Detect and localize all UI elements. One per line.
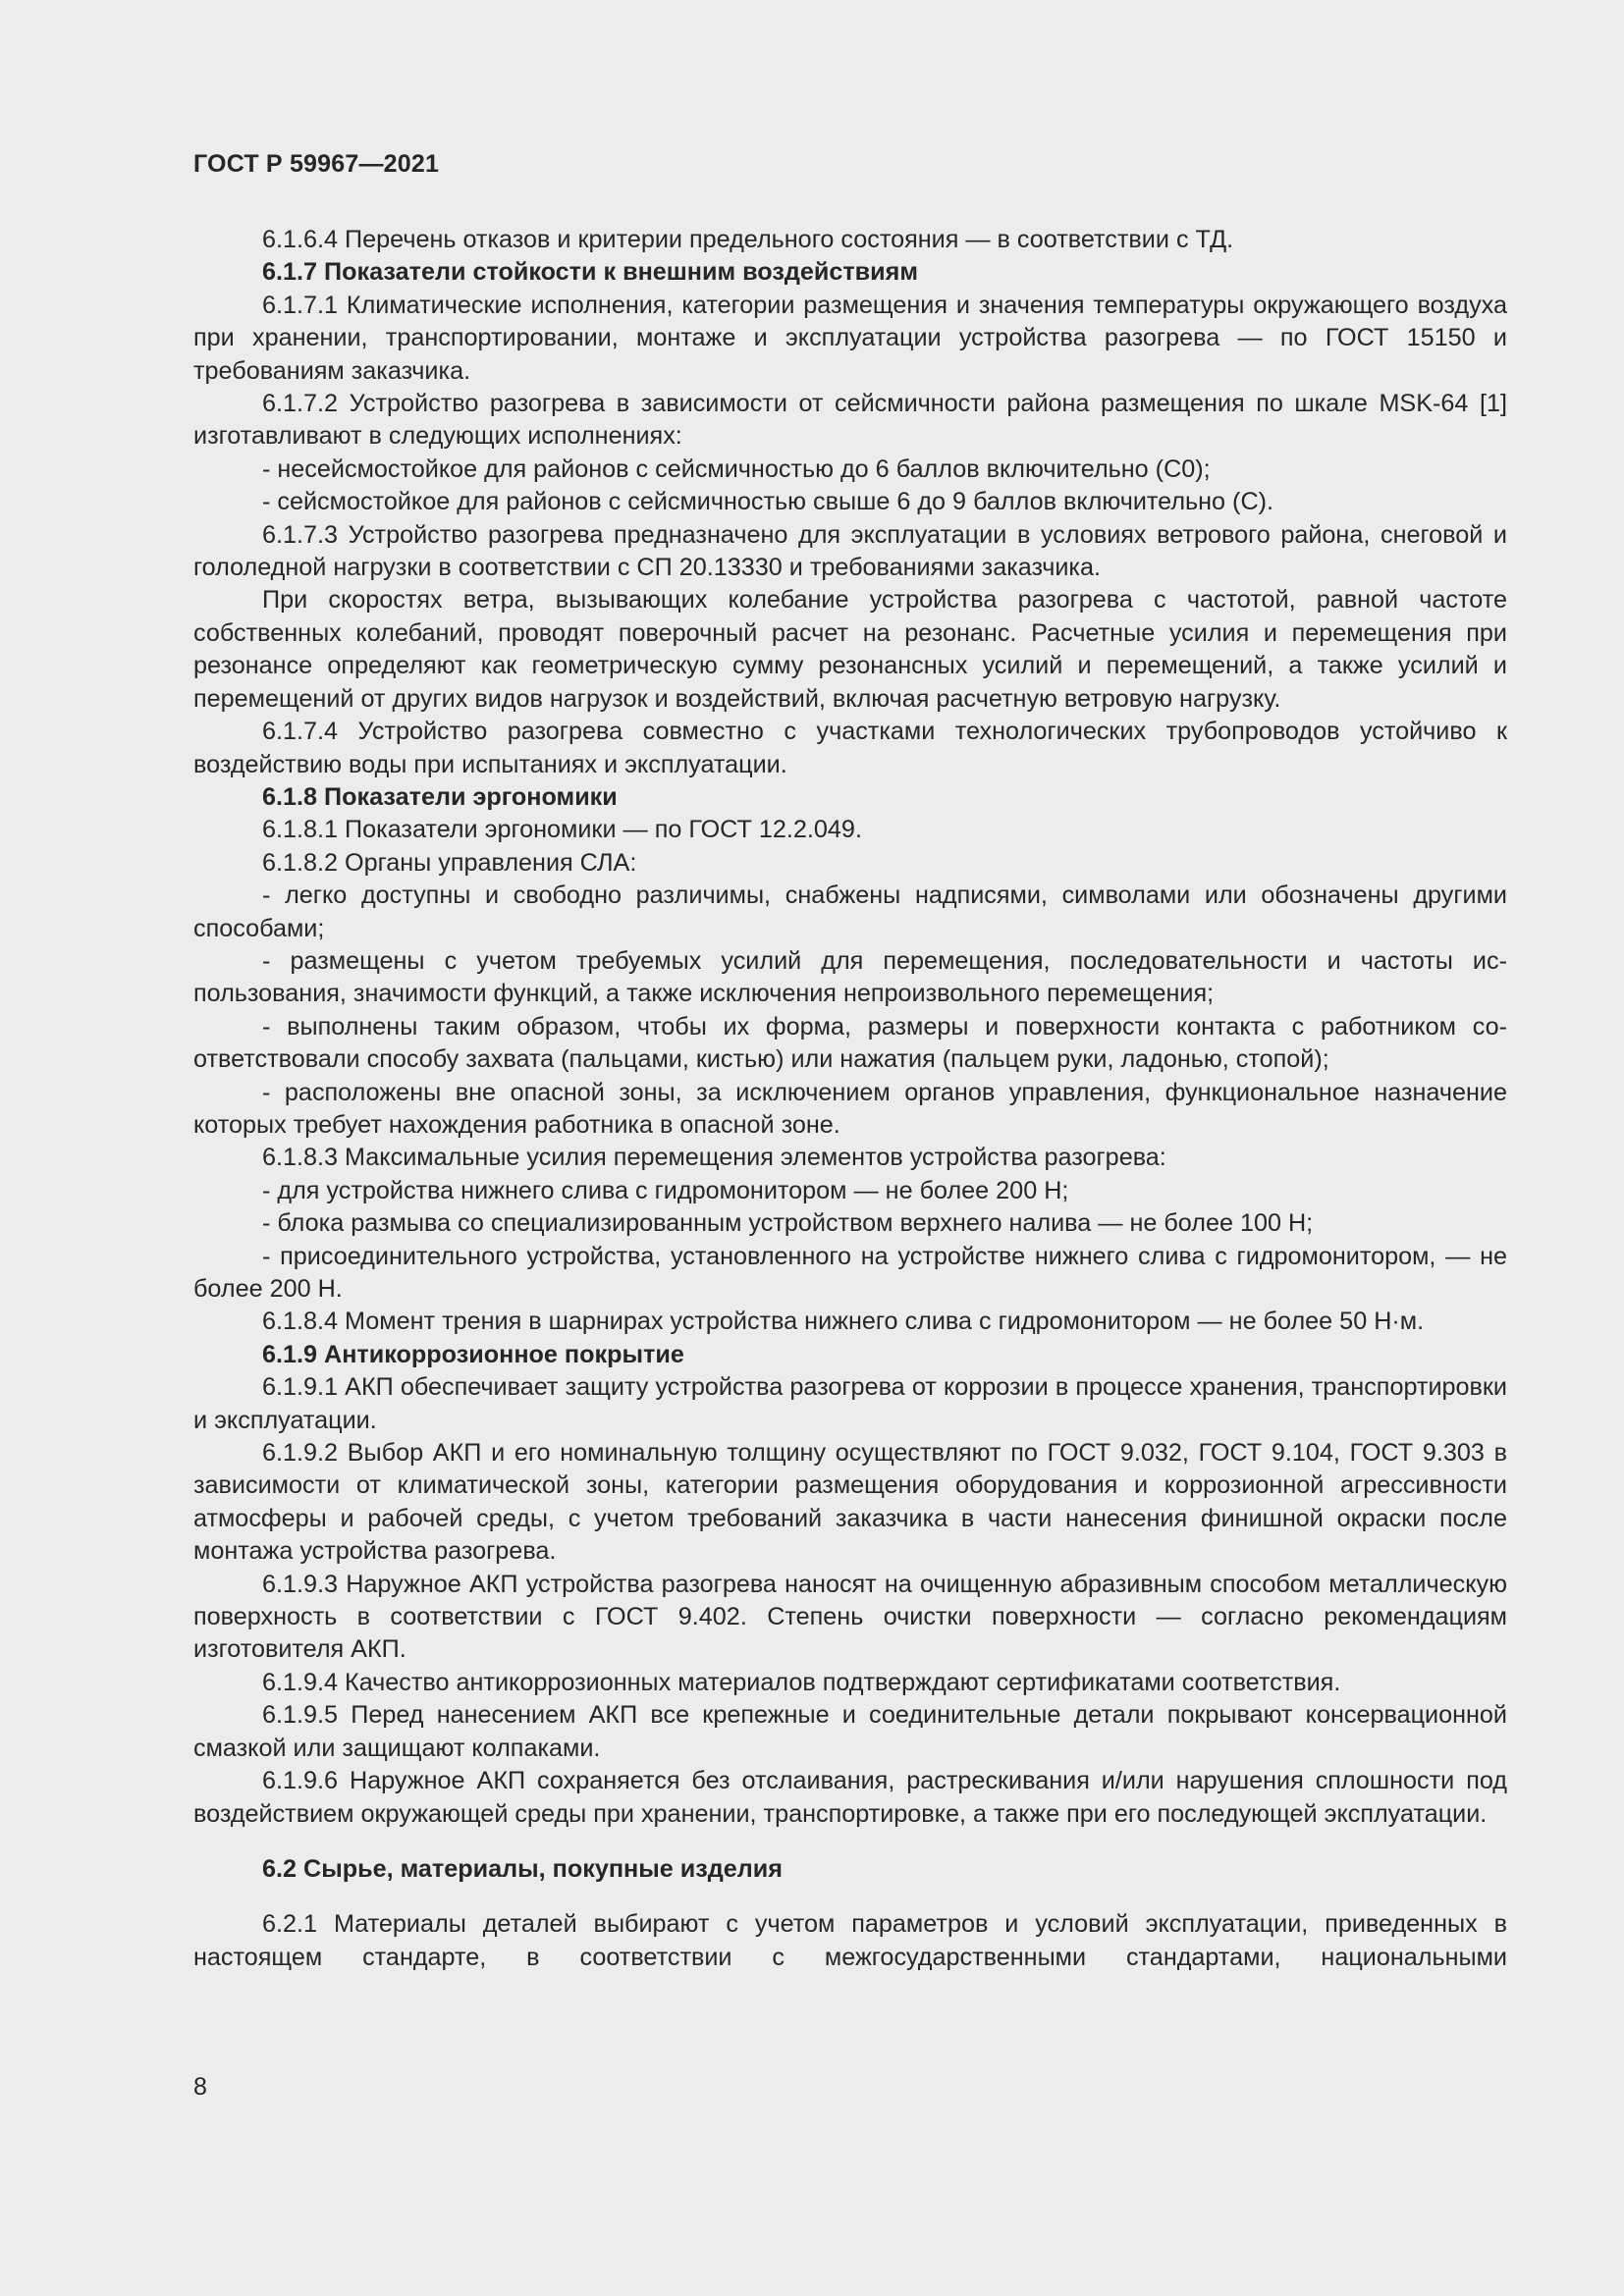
paragraph: 6.1.9.3 Наружное АКП устройства разогрева наносят на очищенную абразивным способом металлическую поверхность в соответствии с ГОСТ 9.402. Степень очистки поверхности — согласно рекомендациям изготовителя АКП.	[193, 1570, 1507, 1664]
paragraph: - блока размыва со специализированным устройством верхнего налива — не более 100 Н;	[262, 1209, 1314, 1238]
paragraph: 6.1.7.2 Устройство разогрева в зависимости от сейсмичности района размещения по шкале MSK-64 [1] изготавливают в следующих исполнениях:	[193, 390, 1507, 451]
subsection-heading: 6.1.7 Показатели стойкости к внешним воздействиям	[262, 258, 918, 287]
paragraph: 6.1.9.5 Перед нанесением АКП все крепежные и соединительные детали покрывают консервационной смазкой или защищают колпаками.	[193, 1701, 1507, 1762]
paragraph: 6.1.6.4 Перечень отказов и критерии предельного состояния — в соответствии с ТД.	[262, 226, 1234, 253]
subsection-heading: 6.1.8 Показатели эргономики	[262, 782, 618, 811]
paragraph: При скоростях ветра, вызывающих колебание устройства разогрева с частотой, равной частоте собственных колебаний, проводят поверочный расчет на резонанс. Расчетные усилия и перемещения при резонансе определяют как геометрическую сумму резонансных усилий и перемещений, а также усилий и перемещений от других видов нагрузок и воздействий, включая расчетную ветровую нагрузку.	[193, 586, 1507, 713]
paragraph: - присоединительного устройства, установленного на устройстве нижнего слива с гидромонитором, — не более 200 Н.	[193, 1242, 1507, 1303]
paragraph: - легко доступны и свободно различимы, снабжены надписями, символами или обозначены другими способами;	[193, 881, 1507, 942]
document-code-header: ГОСТ Р 59967—2021	[193, 150, 440, 178]
paragraph: 6.1.9.4 Качество антикоррозионных материалов подтверждают сертификатами соответствия.	[262, 1668, 1341, 1696]
subsection-heading: 6.1.9 Антикоррозионное покрытие	[262, 1340, 684, 1368]
paragraph: 6.1.8.3 Максимальные усилия перемещения элементов устройства разогрева:	[262, 1144, 1166, 1172]
paragraph: 6.1.9.1 АКП обеспечивает защиту устройства разогрева от коррозии в процессе хранения, транспортировки и эксплуатации.	[193, 1373, 1507, 1434]
paragraph: 6.1.7.3 Устройство разогрева предназначено для эксплуатации в условиях ветрового района, снеговой и гололедной нагрузки в соответствии с СП 20.13330 и требованиями заказчика.	[193, 520, 1507, 582]
paragraph: 6.1.8.1 Показатели эргономики — по ГОСТ 12.2.049.	[262, 816, 862, 844]
paragraph: - сейсмостойкое для районов с сейсмичностью свыше 6 до 9 баллов включительно (С).	[262, 488, 1274, 516]
section-heading: 6.2 Сырье, материалы, покупные изделия	[262, 1854, 783, 1883]
document-body	[193, 224, 1507, 1974]
paragraph: 6.1.7.4 Устройство разогрева совместно с участками технологических трубопроводов устойчиво к воздействию воды при испытаниях и эксплуатации.	[193, 718, 1507, 778]
paragraph-continued: 6.2.1 Материалы деталей выбирают с учетом параметров и условий эксплуатации, приведенных в настоящем стандарте, в соответствии с межгосударственными стандартами, национальными	[193, 1910, 1507, 1971]
paragraph: 6.1.9.6 Наружное АКП сохраняется без отслаивания, растрескивания и/или нарушения сплошности под воздействием окружающей среды при хранении, транспортировке, а также при его последующей эксплуатации.	[193, 1767, 1507, 1828]
paragraph: 6.1.9.2 Выбор АКП и его номинальную толщину осуществляют по ГОСТ 9.032, ГОСТ 9.104, ГОСТ 9.303 в зависимости от климатической зоны, категории размещения оборудования и коррозионной агрессивности атмосферы и рабочей среды, с учетом требований заказчика в части нанесения финишной окраски после монтажа устройства разогрева.	[193, 1439, 1507, 1566]
paragraph: - выполнены таким образом, чтобы их форма, размеры и поверхности контакта с работником соответствовали способу захвата (пальцами, кистью) или нажатия (пальцем руки, ладонью, стопой);	[193, 1012, 1507, 1074]
paragraph: 6.1.7.1 Климатические исполнения, категории размещения и значения температуры окружающего воздуха при хранении, транспортировании, монтаже и эксплуатации устройства разогрева — по ГОСТ 15150 и требованиям заказчика.	[193, 291, 1507, 385]
paragraph: - размещены с учетом требуемых усилий для перемещения, последовательности и частоты использования, значимости функций, а также исключения непроизвольного перемещения;	[193, 946, 1507, 1008]
paragraph: - несейсмостойкое для районов с сейсмичностью до 6 баллов включительно (С0);	[262, 454, 1211, 483]
paragraph: - расположены вне опасной зоны, за исключением органов управления, функциональное назначение которых требует нахождения работника в опасной зоне.	[193, 1078, 1507, 1139]
paragraph: 6.1.8.4 Момент трения в шарнирах устройства нижнего слива с гидромонитором — не более 50 Н·м.	[262, 1308, 1425, 1336]
paragraph: 6.1.8.2 Органы управления СЛА:	[262, 848, 637, 877]
page-number: 8	[193, 2073, 207, 2101]
paragraph: - для устройства нижнего слива с гидромонитором — не более 200 Н;	[262, 1176, 1069, 1204]
